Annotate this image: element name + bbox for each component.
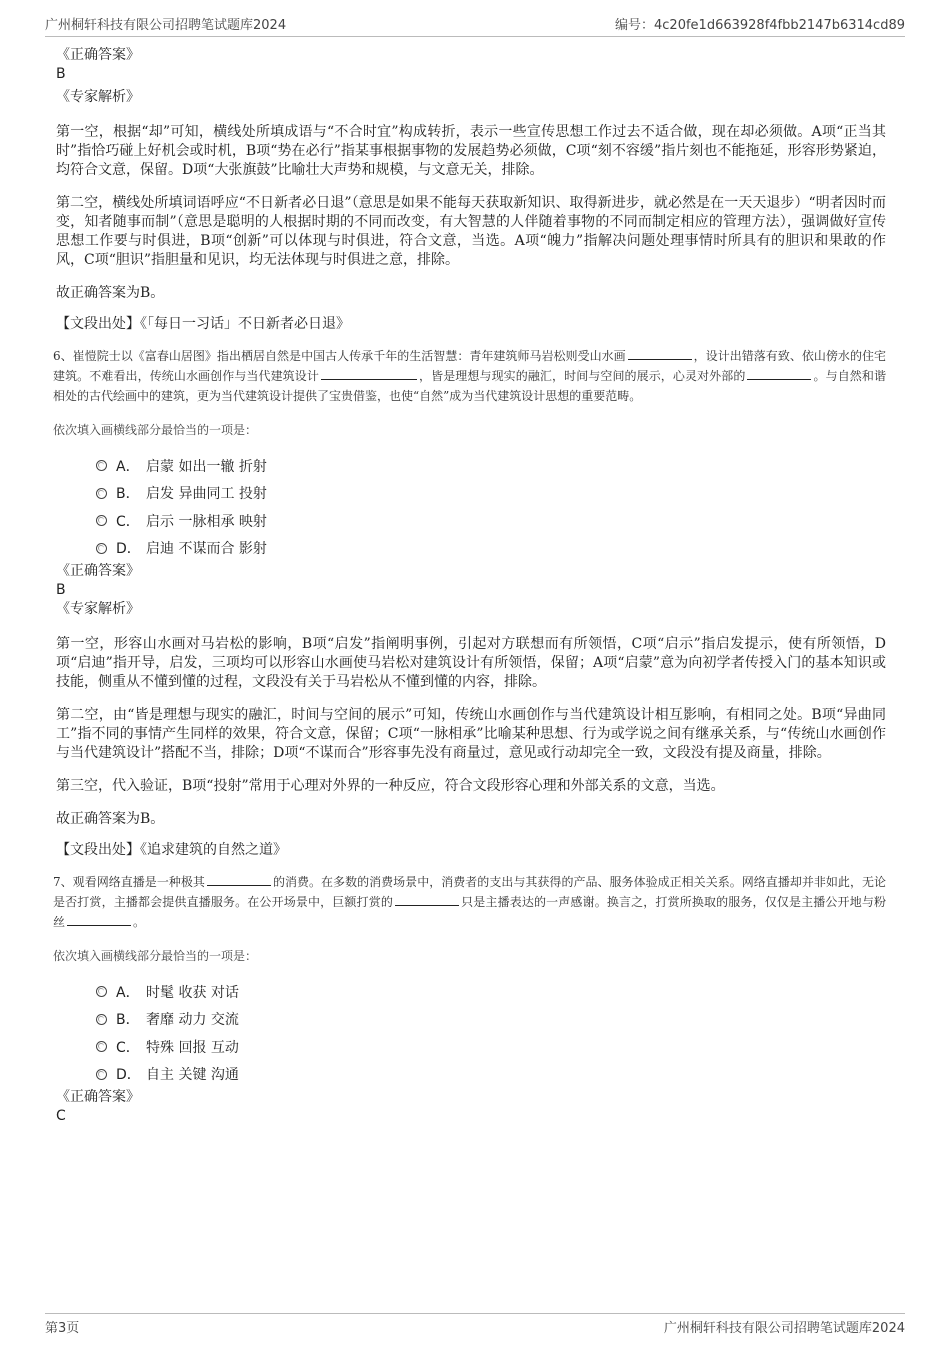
- q6-option-a[interactable]: [96, 452, 886, 480]
- option-letter: C．: [116, 513, 140, 530]
- q7-question: [53, 872, 886, 932]
- q6-option-c[interactable]: [96, 507, 886, 535]
- q7-text-1: 7、观看网络直播是一种极其: [53, 875, 205, 889]
- q6-analysis-1: 第一空，形容山水画对马岩松的影响，B项“启发”指阐明事例，引起对方联想而有所领悟，C项“启示”指启发提示，使有所领悟，D项“启迪”指开导，启发，三项均可以形容山水画使马岩松对建筑设计有所领悟，保留；A项“启蒙”意为向初学者传授入门的基本知识或技能，侧重从不懂到懂的过程，文段没有关于马岩松从不懂到懂的内容，排除。: [56, 636, 886, 690]
- radio-icon[interactable]: [96, 1069, 107, 1080]
- option-text: 启迪 不谋而合 影射: [146, 541, 267, 558]
- option-text: 时髦 收获 对话: [146, 984, 239, 1001]
- q6-analysis-2: 第二空，由“皆是理想与现实的融汇，时间与空间的展示”可知，传统山水画创作与当代建筑设计相互影响，有相同之处。B项“异曲同工”指不同的事情产生同样的效果，符合文意，保留；C项“一脉相承”比喻某种思想、行为或学说之间有继承关系，与“传统山水画创作与当代建筑设计”搭配不当，排除；D项“不谋而合”形容事先没有商量过，意见或行动却完全一致，文段没有提及商量，排除。: [56, 707, 886, 761]
- q6-option-b[interactable]: [96, 480, 886, 508]
- q7-text-3: 只是主播表达的一声感谢。换言之，打赏所换取的服务，仅仅是主播公开地与粉丝: [53, 895, 886, 929]
- q6-blank-2: [321, 367, 417, 380]
- header-title: 广州桐轩科技有限公司招聘笔试题库2024: [45, 18, 287, 33]
- radio-icon[interactable]: [96, 1041, 107, 1052]
- q5-source-title: 《「每日一习话」不日新者必日退》: [140, 316, 350, 332]
- q6-source: [56, 841, 886, 860]
- source-label: 【文段出处】: [56, 316, 140, 332]
- q6-options: [96, 452, 886, 562]
- radio-icon[interactable]: [96, 488, 107, 499]
- q5-analysis-2: 第二空，横线处所填词语呼应“不日新者必日退”（意思是如果不能每天获取新知识、取得新进步，就必然是在一天天退步）“明者因时而变，知者随事而制”（意思是聪明的人根据时期的不同而改变，有大智慧的人伴随着事物的不同而制定相应的管理方法），强调做好宣传思想工作要与时俱进，B项“创新”可以体现与时俱进，符合文意，当选。A项“魄力”指解决问题处理事情时所具有的胆识和果敢的作风，C项“胆识”指胆量和见识，均无法体现与时俱进之意，排除。: [56, 195, 886, 268]
- option-letter: A．: [116, 984, 140, 1001]
- q7-text-4: 。: [133, 915, 146, 929]
- q7-blank-1: [207, 873, 271, 886]
- q7-option-d[interactable]: [96, 1061, 886, 1089]
- radio-icon[interactable]: [96, 460, 107, 471]
- page-footer: [45, 1313, 905, 1336]
- q6-conclusion: 故正确答案为B。: [56, 811, 165, 827]
- q6-analysis-3: 第三空，代入验证，B项“投射”常用于心理对外界的一种反应，符合文段形容心理和外部关系的文意，当选。: [56, 778, 725, 794]
- analysis-label: 《专家解析》: [56, 89, 140, 105]
- q7-option-a[interactable]: [96, 978, 886, 1006]
- q6-answer: B: [56, 582, 66, 598]
- source-label: 【文段出处】: [56, 842, 140, 858]
- footer-title: 广州桐轩科技有限公司招聘笔试题库2024: [663, 1321, 905, 1336]
- q7-option-c[interactable]: [96, 1033, 886, 1061]
- q6-source-title: 《追求建筑的自然之道》: [140, 842, 287, 858]
- q7-blank-2: [395, 893, 459, 906]
- page-content: [53, 46, 886, 1126]
- q5-source: [56, 315, 886, 334]
- radio-icon[interactable]: [96, 515, 107, 526]
- radio-icon[interactable]: [96, 986, 107, 997]
- header-doc-id: 编号：4c20fe1d663928f4fbb2147b6314cd89: [615, 18, 905, 33]
- q6-text-1: 6、崔愷院士以《富春山居图》指出栖居自然是中国古人传承千年的生活智慧：青年建筑师马岩松则受山水画: [53, 349, 626, 363]
- q5-conclusion: 故正确答案为B。: [56, 285, 165, 301]
- option-text: 启发 异曲同工 投射: [146, 486, 267, 503]
- q6-text-2: ，设计出错落有致、依山傍水的住宅建筑。不难看出，传统山水画创作与当代建筑设计: [53, 349, 886, 383]
- answer-label: 《正确答案》: [56, 47, 140, 63]
- option-text: 启蒙 如出一辙 折射: [146, 458, 267, 475]
- q6-question: [53, 346, 886, 406]
- q7-text-2: 的消费。在多数的消费场景中，消费者的支出与其获得的产品、服务体验成正相关关系。网络直播却并非如此，无论是否打赏，主播都会提供直播服务。在公开场景中，巨额打赏的: [53, 875, 886, 909]
- q5-answer: B: [56, 66, 66, 82]
- q7-option-b[interactable]: [96, 1006, 886, 1034]
- option-letter: B．: [116, 486, 140, 503]
- option-letter: D．: [116, 1067, 141, 1084]
- q6-text-4: 。与自然和谐相处的古代绘画中的建筑，更为当代建筑设计提供了宝贵借鉴，也使“自然”成为当代建筑设计思想的重要范畴。: [53, 369, 886, 403]
- q7-blank-3: [67, 913, 131, 926]
- option-letter: D．: [116, 541, 141, 558]
- option-letter: A．: [116, 458, 140, 475]
- q5-analysis-1: 第一空，根据“却”可知，横线处所填成语与“不合时宜”构成转折，表示一些宣传思想工作过去不适合做，现在却必须做。A项“正当其时”指恰巧碰上好机会或时机，B项“势在必行”指某事根据事物的发展趋势必须做，C项“刻不容缓”指片刻也不能拖延，形容形势紧迫，均符合文意，保留。D项“大张旗鼓”比喻壮大声势和规模，与文意无关，排除。: [56, 124, 886, 178]
- q7-options: [96, 978, 886, 1088]
- q6-blank-1: [628, 347, 692, 360]
- option-text: 奢靡 动力 交流: [146, 1012, 239, 1029]
- analysis-label: 《专家解析》: [56, 601, 140, 617]
- option-text: 自主 关键 沟通: [146, 1067, 239, 1084]
- answer-label: 《正确答案》: [56, 1089, 140, 1105]
- page-header: [45, 14, 905, 37]
- q6-blank-3: [747, 367, 811, 380]
- q6-text-3: ，皆是理想与现实的融汇，时间与空间的展示，心灵对外部的: [418, 369, 746, 383]
- option-text: 启示 一脉相承 映射: [146, 513, 267, 530]
- q7-prompt: 依次填入画横线部分最恰当的一项是：: [53, 949, 258, 963]
- q7-answer: C: [56, 1108, 66, 1124]
- q6-prompt: 依次填入画横线部分最恰当的一项是：: [53, 423, 258, 437]
- page-number: 第3页: [45, 1321, 80, 1336]
- option-text: 特殊 回报 互动: [146, 1039, 239, 1056]
- option-letter: B．: [116, 1012, 140, 1029]
- option-letter: C．: [116, 1039, 140, 1056]
- answer-label: 《正确答案》: [56, 563, 140, 579]
- q6-option-d[interactable]: [96, 535, 886, 563]
- radio-icon[interactable]: [96, 543, 107, 554]
- radio-icon[interactable]: [96, 1014, 107, 1025]
